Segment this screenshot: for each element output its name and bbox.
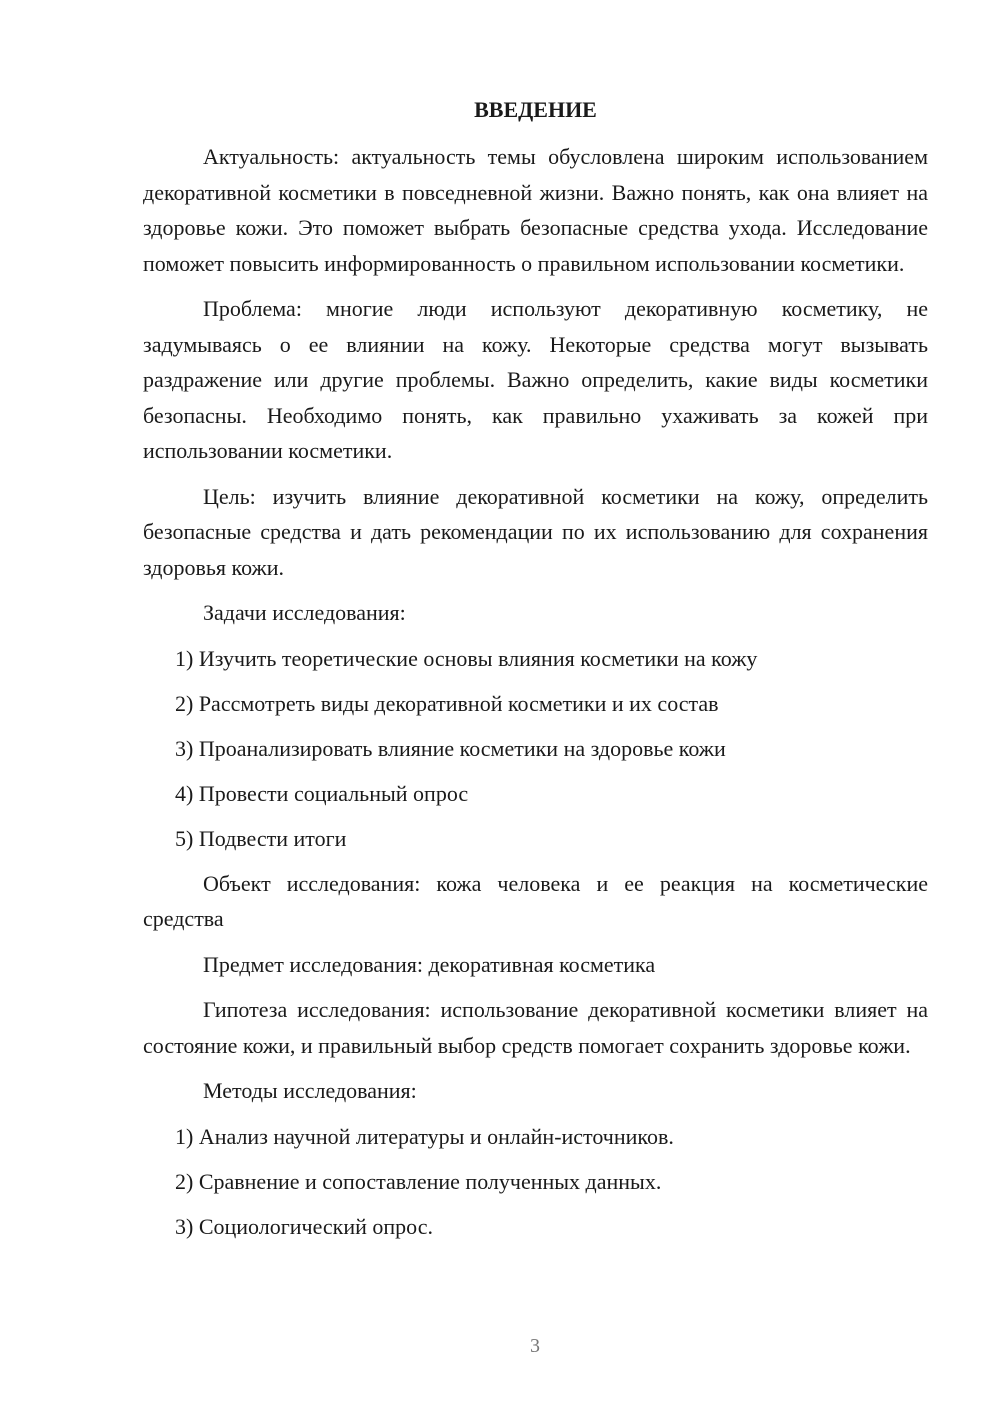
task-item: 5) Подвести итоги [175, 825, 347, 851]
section-title: ВВЕДЕНИЕ [474, 97, 597, 122]
subject-paragraph: Предмет исследования: декоративная косметика [203, 951, 656, 977]
task-item: 4) Провести социальный опрос [175, 780, 469, 806]
hypothesis-paragraph: Гипотеза исследования: использование декоративной косметики влияет на состояние кожи, и правильный выбор средств помогает сохранить здоровье кожи. [143, 997, 928, 1058]
task-item: 2) Рассмотреть виды декоративной косметики и их состав [175, 690, 719, 716]
problem-paragraph: Проблема: многие люди используют декоративную косметику, не задумываясь о ее влиянии на кожу. Некоторые средства могут вызывать раздражение или другие проблемы. Важно определить, какие виды косметики безопасны. Необходимо понять, как правильно ухаживать за кожей при использовании косметики. [143, 296, 928, 463]
relevance-paragraph: Актуальность: актуальность темы обусловлена широким использованием декоративной косметики в повседневной жизни. Важно понять, как она влияет на здоровье кожи. Это поможет выбрать безопасные средства ухода. Исследование поможет повысить информированность о правильном использовании косметики. [143, 144, 928, 276]
task-item: 1) Изучить теоретические основы влияния косметики на кожу [175, 645, 758, 671]
object-paragraph: Объект исследования: кожа человека и ее реакция на косметические средства [143, 870, 928, 931]
task-item: 3) Проанализировать влияние косметики на здоровье кожи [175, 735, 726, 761]
method-item: 2) Сравнение и сопоставление полученных данных. [175, 1168, 662, 1194]
methods-heading: Методы исследования: [203, 1078, 417, 1103]
tasks-heading: Задачи исследования: [203, 600, 406, 625]
method-item: 3) Социологический опрос. [175, 1213, 433, 1239]
goal-paragraph: Цель: изучить влияние декоративной косметики на кожу, определить безопасные средства и дать рекомендации по их использованию для сохранения здоровья кожи. [143, 483, 928, 580]
page-content [143, 95, 928, 1254]
page-number: 3 [530, 1335, 540, 1357]
method-item: 1) Анализ научной литературы и онлайн-источников. [175, 1123, 674, 1149]
